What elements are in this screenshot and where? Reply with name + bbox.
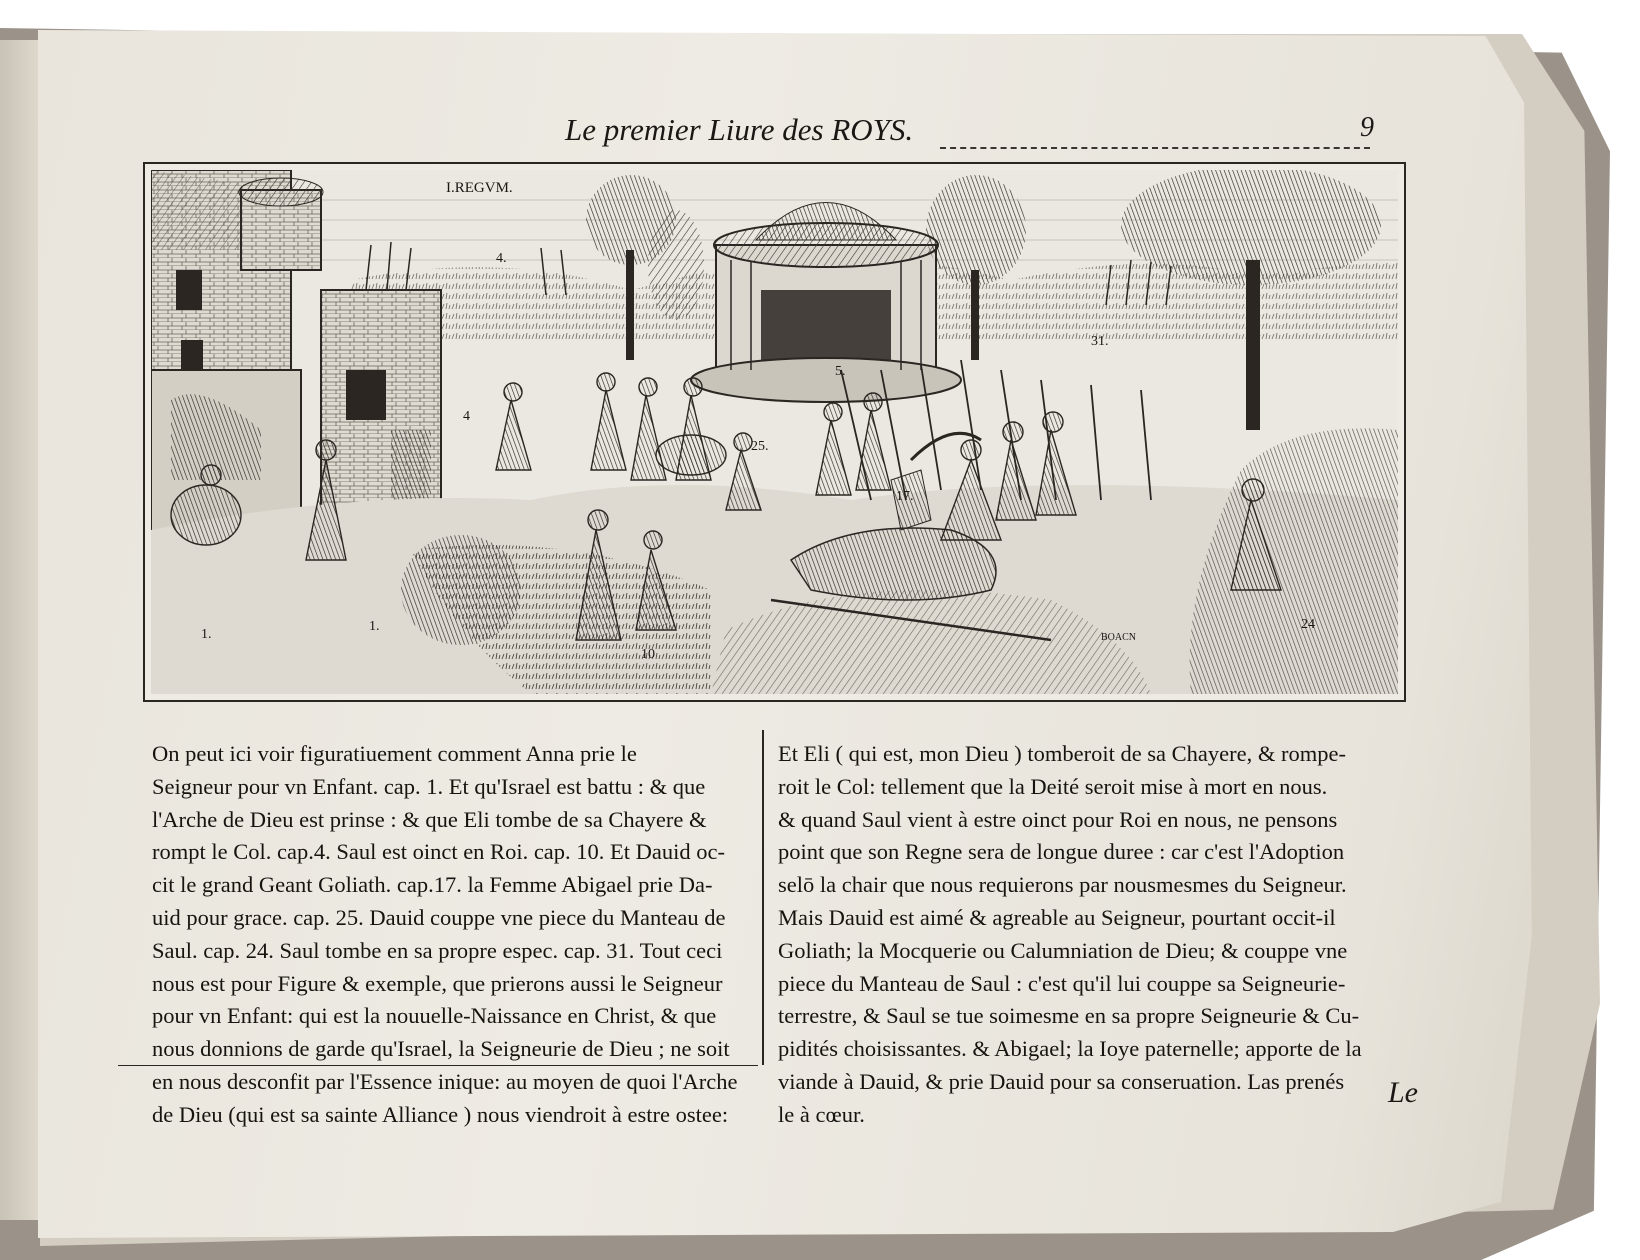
text-line: pidités choisissantes. & Abigael; la Ioye paternelle; apporte de la	[778, 1036, 1362, 1062]
left-page-edge	[0, 40, 40, 1220]
text-line: l'Arche de Dieu est prinse : & que Eli tombe de sa Chayere &	[152, 806, 707, 832]
plate-number: 24	[1301, 617, 1315, 632]
text-line: point que son Regne sera de longue duree : car c'est l'Adoption	[778, 839, 1345, 865]
text-line: nous donnions de garde qu'Israel, la Seigneurie de Dieu ; ne soit	[152, 1036, 730, 1062]
engraving-illustration	[151, 170, 1398, 694]
plate-number: 1.	[369, 619, 380, 634]
text-line: pour vn Enfant: qui est la nouuelle-Naissance en Christ, & que	[152, 1003, 717, 1029]
plate-number: 10	[641, 647, 655, 662]
text-line: le à cœur.	[778, 1101, 865, 1127]
text-line: piece du Manteau de Saul : c'est qu'il lui couppe sa Seigneurie-	[778, 970, 1346, 996]
bottom-rule	[118, 1065, 758, 1066]
plate-number: 17.	[896, 489, 914, 504]
plate-number: 4.	[496, 251, 507, 266]
text-line: en nous desconfit par l'Essence inique: au moyen de quoi l'Arche	[152, 1068, 738, 1094]
column-divider	[762, 730, 764, 1065]
text-line: Saul. cap. 24. Saul tombe en sa propre espec. cap. 31. Tout ceci	[152, 937, 723, 963]
text-line: rompt le Col. cap.4. Saul est oinct en Roi. cap. 10. Et Dauid oc-	[152, 839, 726, 865]
text-line: Goliath; la Mocquerie ou Calumniation de Dieu; & couppe vne	[778, 937, 1348, 963]
plate-number: 1.	[201, 627, 212, 642]
engraver-signature: BOACN	[1101, 632, 1137, 643]
plate-number: 31.	[1091, 334, 1109, 349]
plate-number: 5.	[835, 364, 846, 379]
engraving-plate	[143, 162, 1406, 702]
text-line: roit le Col: tellement que la Deité seroit mise à mort en nous.	[778, 773, 1328, 799]
text-line: selō la chair que nous requierons par nousmesmes du Seigneur.	[778, 872, 1347, 898]
header-rule	[940, 147, 1370, 149]
right-text-column	[778, 738, 1378, 1132]
left-text-column	[152, 738, 742, 1132]
catchword: Le	[1388, 1076, 1418, 1109]
text-line: cit le grand Geant Goliath. cap.17. la Femme Abigael prie Da-	[152, 872, 713, 898]
text-line: uid pour grace. cap. 25. Dauid couppe vne piece du Manteau de	[152, 904, 726, 930]
text-line: Seigneur pour vn Enfant. cap. 1. Et qu'Israel est battu : & que	[152, 773, 706, 799]
bush	[401, 535, 521, 645]
running-head: Le premier Liure des ROYS.	[565, 112, 914, 147]
text-line: terrestre, & Saul se tue soimesme en sa propre Seigneurie & Cu-	[778, 1003, 1360, 1029]
plate-number: 25.	[751, 439, 769, 454]
page-number: 9	[1360, 112, 1374, 143]
text-line: On peut ici voir figuratiuement comment Anna prie le	[152, 741, 637, 766]
text-line: viande à Dauid, & prie Dauid pour sa conseruation. Las prenés	[778, 1068, 1345, 1094]
text-line: nous est pour Figure & exemple, que prierons aussi le Seigneur	[152, 970, 723, 996]
plate-caption: I.REGVM.	[446, 180, 513, 196]
text-line: de Dieu (qui est sa sainte Alliance ) nous viendroit à estre ostee:	[152, 1101, 729, 1127]
text-line: Et Eli ( qui est, mon Dieu ) tomberoit de sa Chayere, & rompe-	[778, 741, 1346, 766]
text-line: Mais Dauid est aimé & agreable au Seigneur, pourtant occit-il	[778, 904, 1336, 930]
text-line: & quand Saul vient à estre oinct pour Roi en nous, ne pensons	[778, 806, 1338, 832]
plate-number: 4	[463, 409, 470, 424]
